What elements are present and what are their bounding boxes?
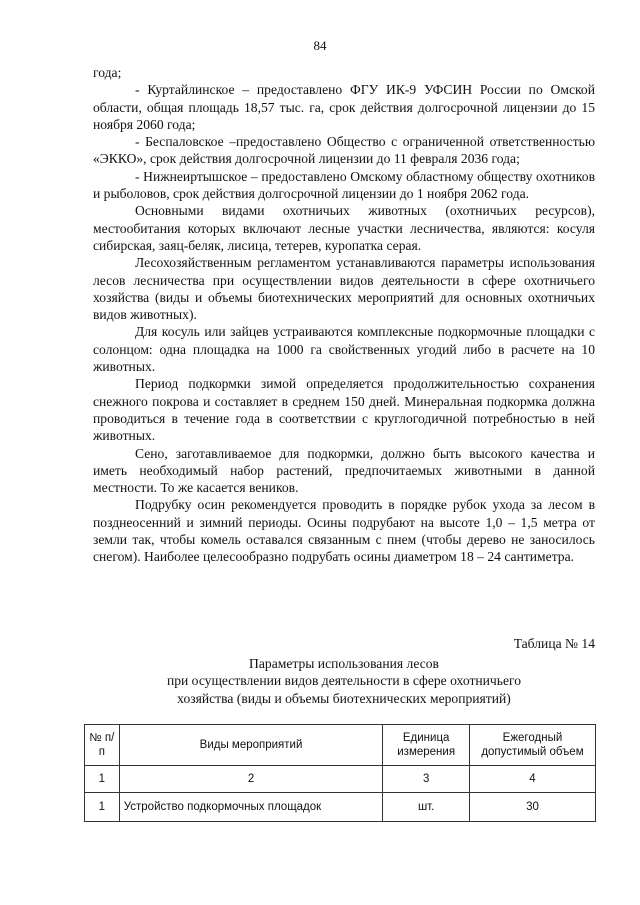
row-volume: 30 <box>469 793 595 822</box>
header-number: № п/п <box>85 725 120 766</box>
column-number: 2 <box>119 766 383 793</box>
table-title-line: Параметры использования лесов <box>249 656 439 671</box>
table-title-line: хозяйства (виды и объемы биотехнических мероприятий) <box>177 690 511 706</box>
paragraph: Период подкормки зимой определяется продолжительностью сохранения снежного покрова и составляет в среднем 150 дней. Минеральная подкормка должна проводиться в течение года в соответствии с круглогодичной потребностью в ней животных. <box>93 376 595 444</box>
paragraph: - Беспаловское –предоставлено Общество с ограниченной ответственностью «ЭККО», срок действия долгосрочной лицензии до 11 февраля 2036 года; <box>93 134 595 167</box>
header-unit: Единица измерения <box>383 725 470 766</box>
paragraph: Подрубку осин рекомендуется проводить в порядке рубок ухода за лесом в позднеосенний и зимний периоды. Осины подрубают на высоте 1,0 – 1,5 метра от земли так, чтобы комель оставался связанным с пнем (чтобы дерево не заносилось снегом). Наиболее целесообразно подрубать осины диаметром 18 – 24 сантиметра. <box>93 497 595 565</box>
paragraph: Для косуль или зайцев устраиваются комплексные подкормочные площадки с солонцом: одна площадка на 1000 га свойственных угодий либо в расчете на 10 животных. <box>93 324 595 375</box>
parameters-table <box>84 724 596 822</box>
row-activity: Устройство подкормочных площадок <box>119 793 383 822</box>
table-title <box>93 655 595 707</box>
paragraph: года; <box>93 65 122 80</box>
paragraph: - Куртайлинское – предоставлено ФГУ ИК-9 УФСИН России по Омской области, общая площадь 18,57 тыс. га, срок действия долгосрочной лицензии до 15 ноября 2060 года; <box>93 82 595 132</box>
paragraph: - Нижнеиртышское – предоставлено Омскому областному обществу охотников и рыболовов, срок действия долгосрочной лицензии до 1 ноября 2062 года. <box>93 168 595 202</box>
row-unit: шт. <box>383 793 470 822</box>
table-title-line: при осуществлении видов деятельности в сфере охотничьего <box>166 673 522 689</box>
header-volume: Ежегодный допустимый объем <box>469 725 595 766</box>
table-label: Таблица № 14 <box>513 636 595 651</box>
column-number: 4 <box>469 766 595 793</box>
paragraph: Основными видами охотничьих животных (охотничьих ресурсов), местообитания которых включают лесные участки лесничества, являются: косуля сибирская, заяц-беляк, лисица, тетерев, куропатка серая. <box>93 203 595 253</box>
page-number: 84 <box>313 38 327 53</box>
body-text <box>93 64 595 566</box>
row-number: 1 <box>85 793 120 822</box>
table-header-row <box>85 725 596 766</box>
column-number: 1 <box>85 766 120 793</box>
column-number: 3 <box>383 766 470 793</box>
column-number-row <box>85 766 596 793</box>
table-row <box>85 793 596 822</box>
header-activity: Виды мероприятий <box>119 725 383 766</box>
paragraph: Сено, заготавливаемое для подкормки, должно быть высокого качества и иметь необходимый набор растений, предпочитаемых животными в данной местности. То же касается веников. <box>93 445 595 496</box>
paragraph: Лесохозяйственным регламентом устанавливаются параметры использования лесов лесничества при осуществлении видов деятельности в сфере охотничьего хозяйства (виды и объемы биотехнических мероприятий для основных охотничьих видов животных). <box>93 255 595 323</box>
